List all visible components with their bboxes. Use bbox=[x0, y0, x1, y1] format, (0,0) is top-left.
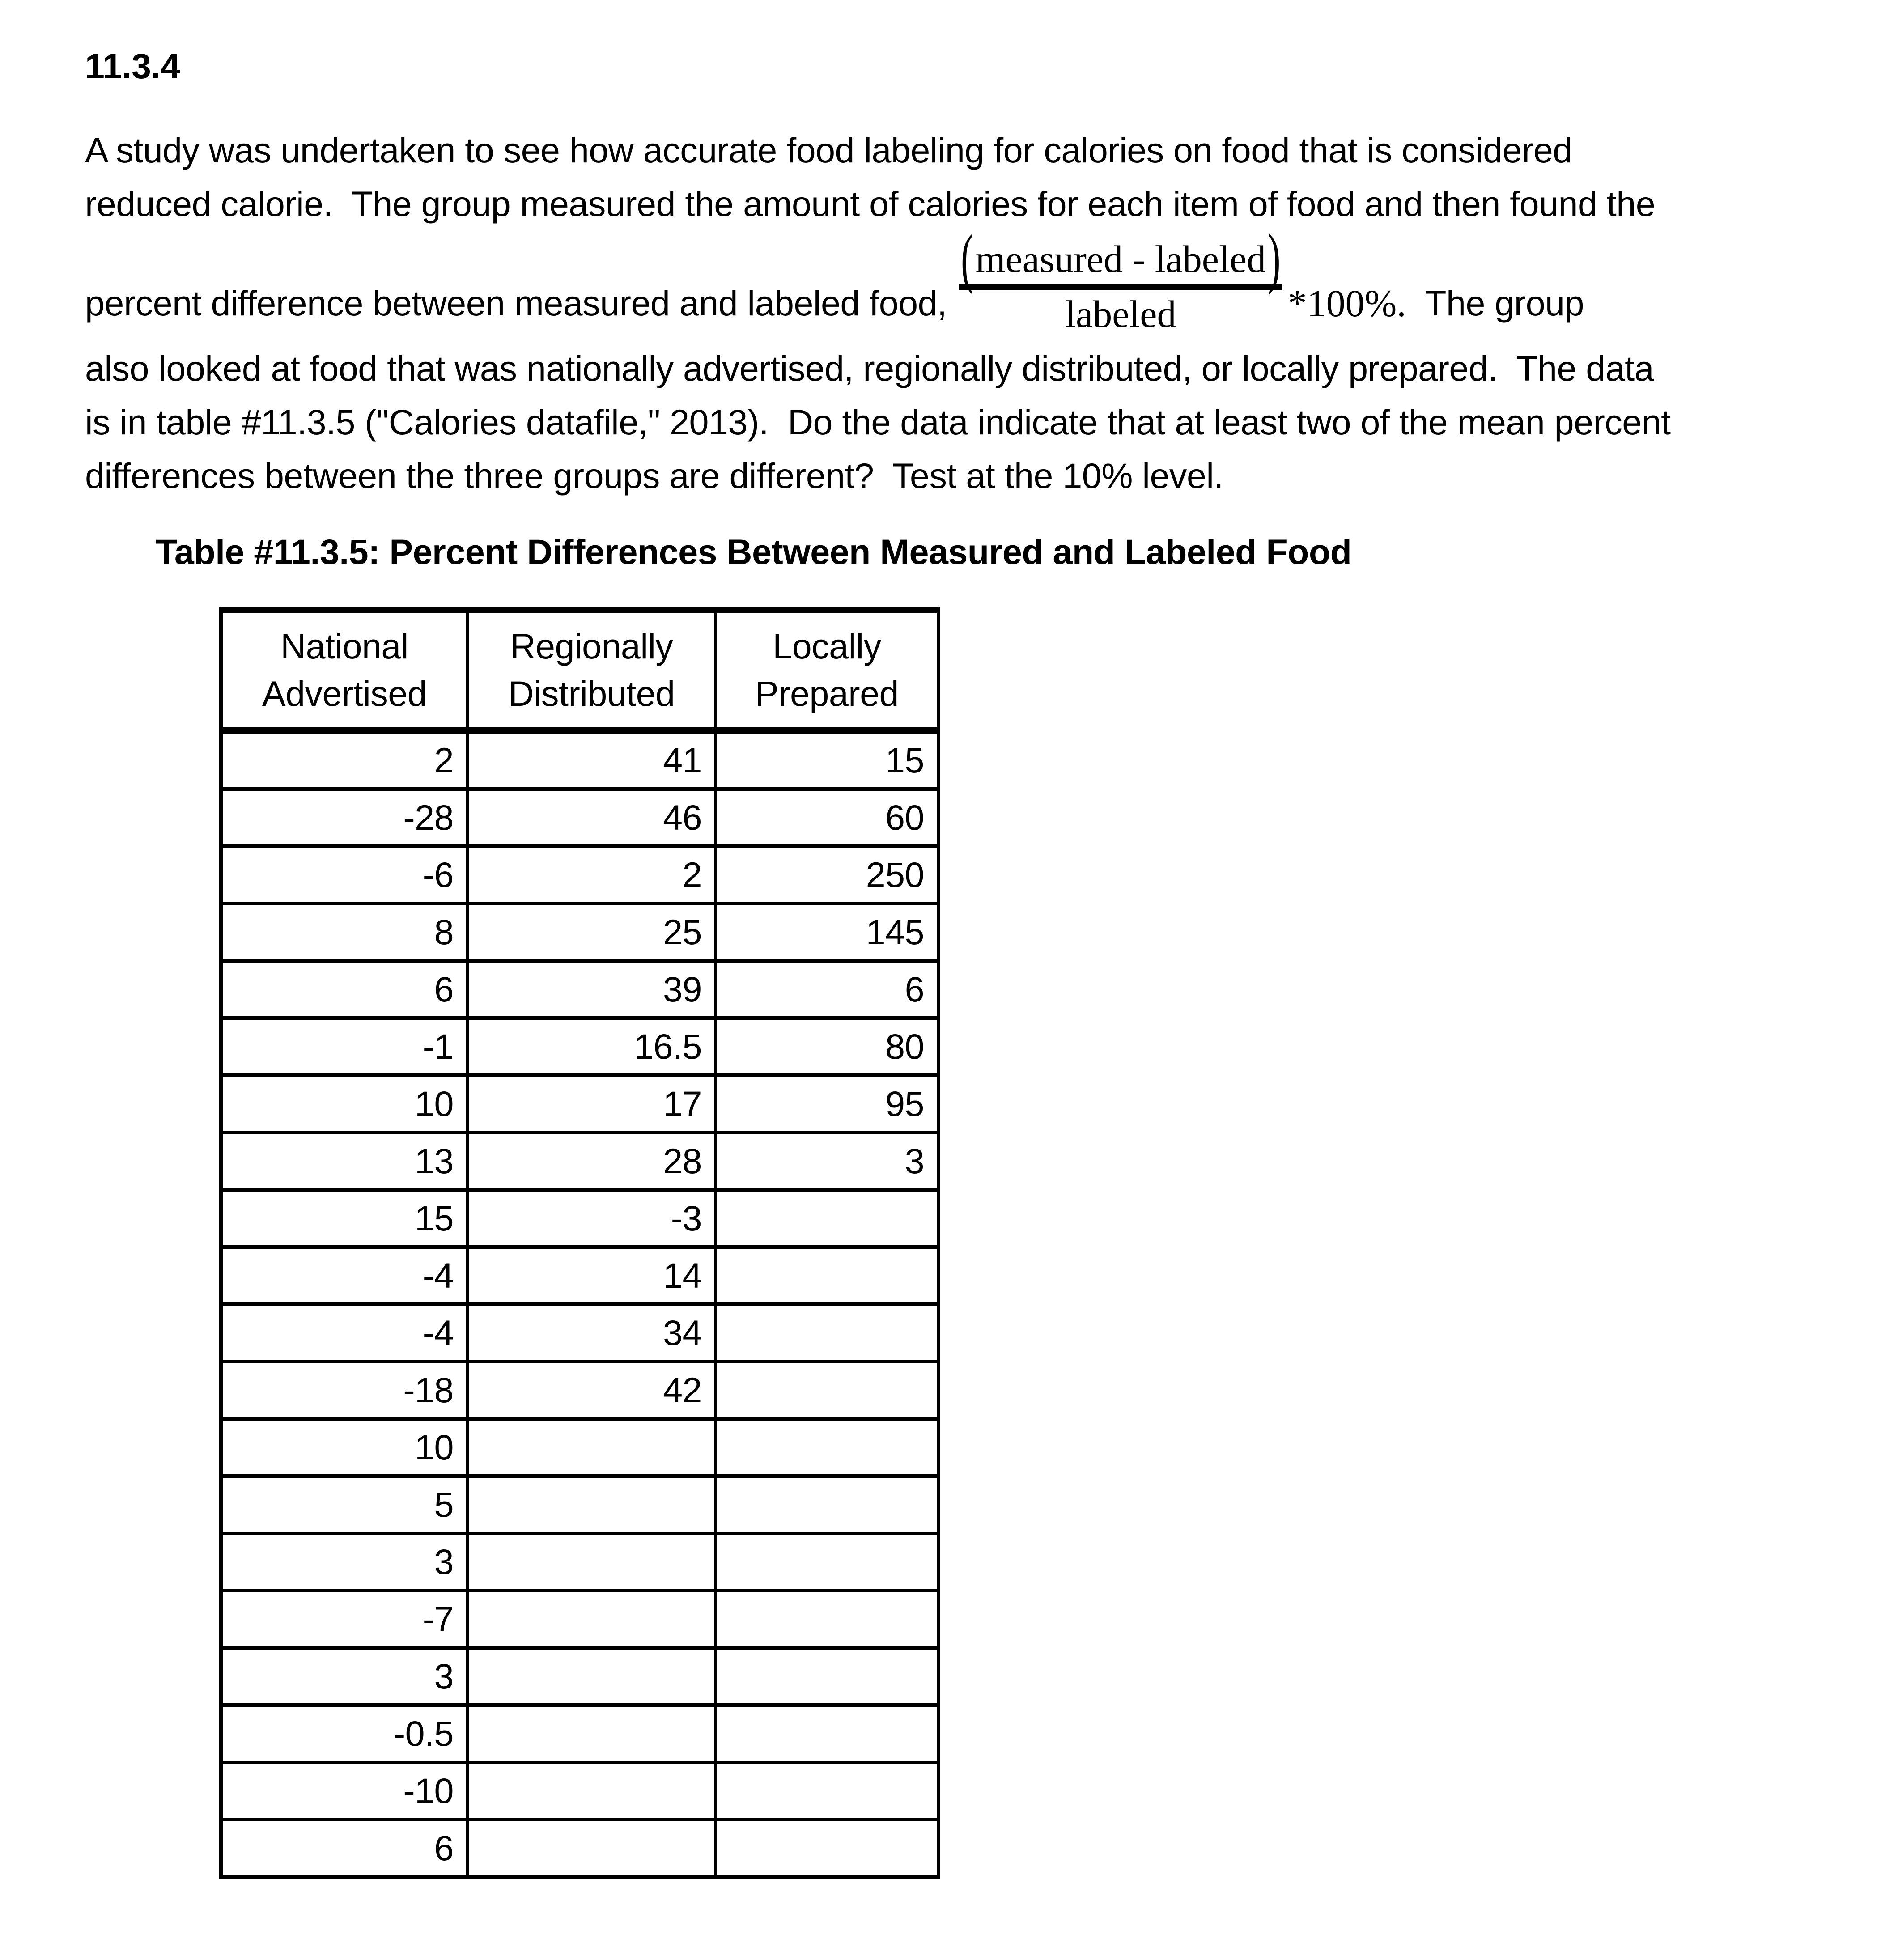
table-cell bbox=[716, 1190, 938, 1247]
fraction-denominator: labeled bbox=[1065, 292, 1176, 335]
table-cell: -3 bbox=[467, 1190, 716, 1247]
table-cell: -7 bbox=[221, 1591, 467, 1648]
table-cell: -4 bbox=[221, 1304, 467, 1362]
table-row bbox=[221, 1075, 938, 1133]
table-row bbox=[221, 1648, 938, 1705]
table-row bbox=[221, 1419, 938, 1476]
table-cell: 6 bbox=[716, 961, 938, 1018]
table-cell: -10 bbox=[221, 1762, 467, 1820]
table-cell: 5 bbox=[221, 1476, 467, 1533]
header-line: Locally bbox=[773, 626, 881, 666]
table-cell: 10 bbox=[221, 1075, 467, 1133]
table-cell: 14 bbox=[467, 1247, 716, 1304]
table-cell: 95 bbox=[716, 1075, 938, 1133]
table-cell: -6 bbox=[221, 846, 467, 904]
table-row bbox=[221, 1362, 938, 1419]
table-cell bbox=[716, 1419, 938, 1476]
table-cell bbox=[467, 1705, 716, 1762]
fraction-bar bbox=[959, 284, 1282, 290]
table-cell: 41 bbox=[467, 730, 716, 789]
text-line-4: also looked at food that was nationally advertised, regionally distributed, or locally prepared. The data bbox=[85, 348, 1654, 388]
data-table bbox=[219, 607, 940, 1879]
fraction bbox=[959, 220, 1282, 335]
numerator-text: measured - labeled bbox=[975, 237, 1266, 280]
table-row bbox=[221, 1476, 938, 1533]
table-cell: 16.5 bbox=[467, 1018, 716, 1075]
formula-line bbox=[85, 220, 1832, 342]
header-line: National bbox=[280, 626, 408, 666]
table-cell bbox=[467, 1476, 716, 1533]
table-cell bbox=[716, 1304, 938, 1362]
table-cell: 17 bbox=[467, 1075, 716, 1133]
table-cell bbox=[716, 1247, 938, 1304]
table-row bbox=[221, 1591, 938, 1648]
header-line: Prepared bbox=[755, 674, 899, 713]
formula-line-text-after: The group bbox=[1406, 283, 1584, 323]
table-cell: -1 bbox=[221, 1018, 467, 1075]
fraction-numerator bbox=[959, 220, 1282, 295]
table-title: Table #11.3.5: Percent Differences Between Measured and Labeled Food bbox=[156, 532, 1352, 572]
table-cell bbox=[716, 1762, 938, 1820]
table-cell bbox=[716, 1648, 938, 1705]
table-cell: 6 bbox=[221, 961, 467, 1018]
text-line-1: A study was undertaken to see how accurate food labeling for calories on food that is considered bbox=[85, 130, 1572, 170]
column-header-regionally-distributed bbox=[467, 610, 716, 730]
table-cell: 25 bbox=[467, 904, 716, 961]
table-cell: 3 bbox=[221, 1648, 467, 1705]
table-cell: 6 bbox=[221, 1820, 467, 1877]
table-cell: -28 bbox=[221, 789, 467, 846]
table-cell: 3 bbox=[221, 1533, 467, 1591]
table-cell: -18 bbox=[221, 1362, 467, 1419]
table-row bbox=[221, 904, 938, 961]
table-row bbox=[221, 1190, 938, 1247]
table-row bbox=[221, 1133, 938, 1190]
table-cell bbox=[716, 1591, 938, 1648]
table-cell: 145 bbox=[716, 904, 938, 961]
table-cell: 39 bbox=[467, 961, 716, 1018]
table-row bbox=[221, 1304, 938, 1362]
table-cell: 2 bbox=[467, 846, 716, 904]
table-cell: 8 bbox=[221, 904, 467, 961]
table-cell bbox=[716, 1820, 938, 1877]
table-cell bbox=[467, 1533, 716, 1591]
table-cell: 15 bbox=[221, 1190, 467, 1247]
table-row bbox=[221, 1820, 938, 1877]
text-line-2: reduced calorie. The group measured the amount of calories for each item of food and then found the bbox=[85, 184, 1656, 224]
table-cell: 28 bbox=[467, 1133, 716, 1190]
table-row bbox=[221, 730, 938, 789]
table-cell: -4 bbox=[221, 1247, 467, 1304]
header-line: Distributed bbox=[508, 674, 675, 713]
table-cell: 15 bbox=[716, 730, 938, 789]
table-row bbox=[221, 1533, 938, 1591]
table-cell: -0.5 bbox=[221, 1705, 467, 1762]
table-cell bbox=[716, 1705, 938, 1762]
open-paren: ( bbox=[960, 220, 974, 295]
table-cell: 10 bbox=[221, 1419, 467, 1476]
table-header bbox=[221, 610, 938, 730]
table-cell bbox=[467, 1820, 716, 1877]
formula-line-text-before: percent difference between measured and labeled food, bbox=[85, 283, 956, 323]
table-row bbox=[221, 1762, 938, 1820]
table-cell bbox=[467, 1591, 716, 1648]
table-cell: 250 bbox=[716, 846, 938, 904]
table-row bbox=[221, 789, 938, 846]
table-cell: 34 bbox=[467, 1304, 716, 1362]
table-cell: 3 bbox=[716, 1133, 938, 1190]
table-cell bbox=[467, 1762, 716, 1820]
header-line: Regionally bbox=[510, 626, 673, 666]
table-body bbox=[221, 730, 938, 1877]
table-row bbox=[221, 846, 938, 904]
problem-number: 11.3.4 bbox=[85, 46, 180, 86]
table-cell bbox=[467, 1648, 716, 1705]
problem-statement bbox=[85, 123, 1832, 503]
table-cell: 60 bbox=[716, 789, 938, 846]
table-row bbox=[221, 1018, 938, 1075]
table-header-row bbox=[221, 610, 938, 730]
table-cell: 42 bbox=[467, 1362, 716, 1419]
table-cell: 80 bbox=[716, 1018, 938, 1075]
text-line-6: differences between the three groups are different? Test at the 10% level. bbox=[85, 456, 1223, 496]
column-header-national-advertised bbox=[221, 610, 467, 730]
table-row bbox=[221, 961, 938, 1018]
table-cell bbox=[716, 1533, 938, 1591]
column-header-locally-prepared bbox=[716, 610, 938, 730]
table-cell bbox=[716, 1362, 938, 1419]
header-line: Advertised bbox=[262, 674, 427, 713]
table-cell bbox=[716, 1476, 938, 1533]
table-cell: 13 bbox=[221, 1133, 467, 1190]
table-row bbox=[221, 1705, 938, 1762]
table-cell: 46 bbox=[467, 789, 716, 846]
text-line-5: is in table #11.3.5 ("Calories datafile," 2013). Do the data indicate that at least two of the mean percent bbox=[85, 402, 1671, 442]
close-paren: ) bbox=[1268, 220, 1281, 295]
formula-multiplier: *100%. bbox=[1287, 282, 1406, 325]
table-cell bbox=[467, 1419, 716, 1476]
table-cell: 2 bbox=[221, 730, 467, 789]
table-row bbox=[221, 1247, 938, 1304]
